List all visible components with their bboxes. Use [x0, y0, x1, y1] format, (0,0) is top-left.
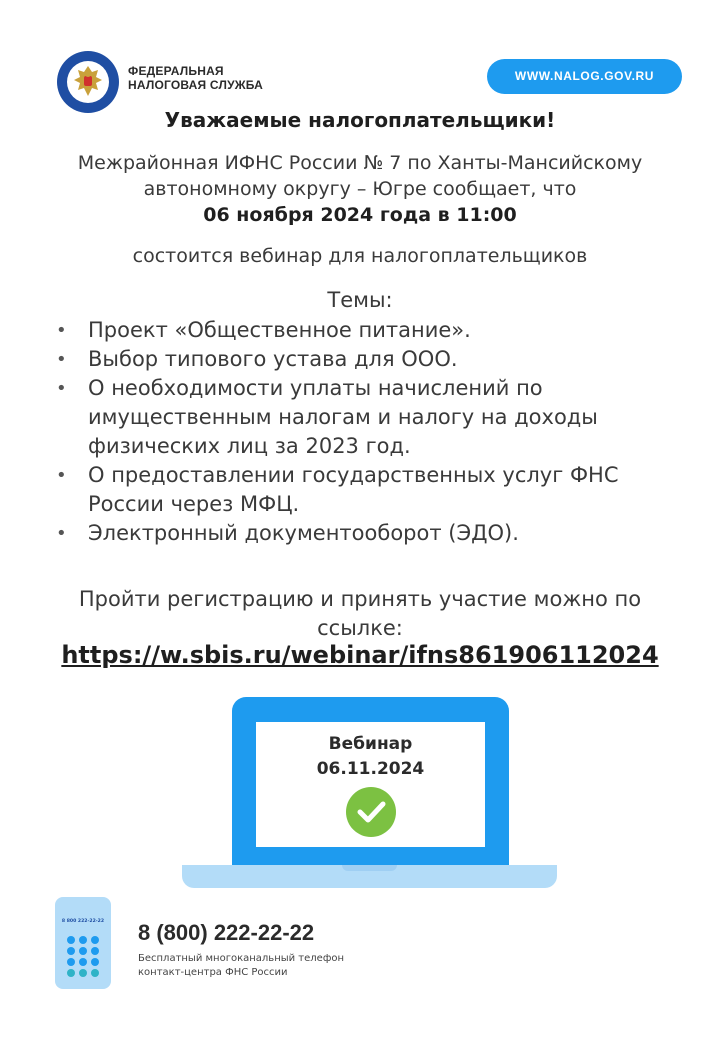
laptop-label: Вебинар	[328, 734, 413, 754]
hotline-desc-line2: контакт-центра ФНС России	[138, 967, 288, 978]
laptop-notch	[342, 865, 397, 871]
topic-item: • О необходимости уплаты начислений по имущественным налогам и налогу на доходы физических лиц за 2023 год.	[56, 374, 676, 461]
topic-item: • Электронный документооборот (ЭДО).	[56, 519, 676, 548]
intro-text	[0, 150, 720, 228]
webinar-date-time: 06 ноября 2024 года в 11:00	[203, 204, 517, 226]
topics-list	[56, 316, 676, 548]
registration-text	[0, 585, 720, 643]
intro-line2: автономному округу – Югре сообщает, что	[143, 178, 577, 200]
laptop-base	[182, 865, 557, 888]
phone-icon	[55, 897, 111, 989]
webinar-subtitle: состоится вебинар для налогоплательщиков	[132, 245, 588, 267]
laptop-screen	[256, 722, 485, 847]
phone-screen-number: 8 800 222-22-22	[61, 919, 105, 924]
registration-link[interactable]: https://w.sbis.ru/webinar/ifns861906112024	[61, 641, 659, 669]
topic-item: • Проект «Общественное питание».	[56, 316, 676, 345]
checkmark-icon	[346, 787, 396, 837]
website-button[interactable]: WWW.NALOG.GOV.RU	[487, 59, 682, 94]
registration-line2: ссылке:	[317, 616, 403, 640]
org-name	[128, 64, 263, 92]
greeting-heading: Уважаемые налогоплательщики!	[164, 108, 556, 132]
hotline-number[interactable]: 8 (800) 222-22-22	[138, 920, 315, 945]
hotline-description	[138, 952, 344, 980]
topics-title: Темы:	[327, 288, 393, 312]
topic-item: • О предоставлении государственных услуг ФНС России через МФЦ.	[56, 461, 676, 519]
laptop-date: 06.11.2024	[316, 759, 425, 779]
fns-emblem-logo	[56, 50, 120, 114]
laptop-webinar-label	[256, 732, 485, 782]
hotline-desc-line1: Бесплатный многоканальный телефон	[138, 953, 345, 964]
org-name-line2: НАЛОГОВАЯ СЛУЖБА	[128, 78, 264, 92]
topic-item: • Выбор типового устава для ООО.	[56, 345, 676, 374]
laptop-illustration	[232, 697, 509, 867]
registration-line1: Пройти регистрацию и принять участие можно по	[78, 587, 642, 611]
intro-line1: Межрайонная ИФНС России № 7 по Ханты-Мансийскому	[77, 152, 643, 174]
org-name-line1: ФЕДЕРАЛЬНАЯ	[128, 64, 224, 78]
